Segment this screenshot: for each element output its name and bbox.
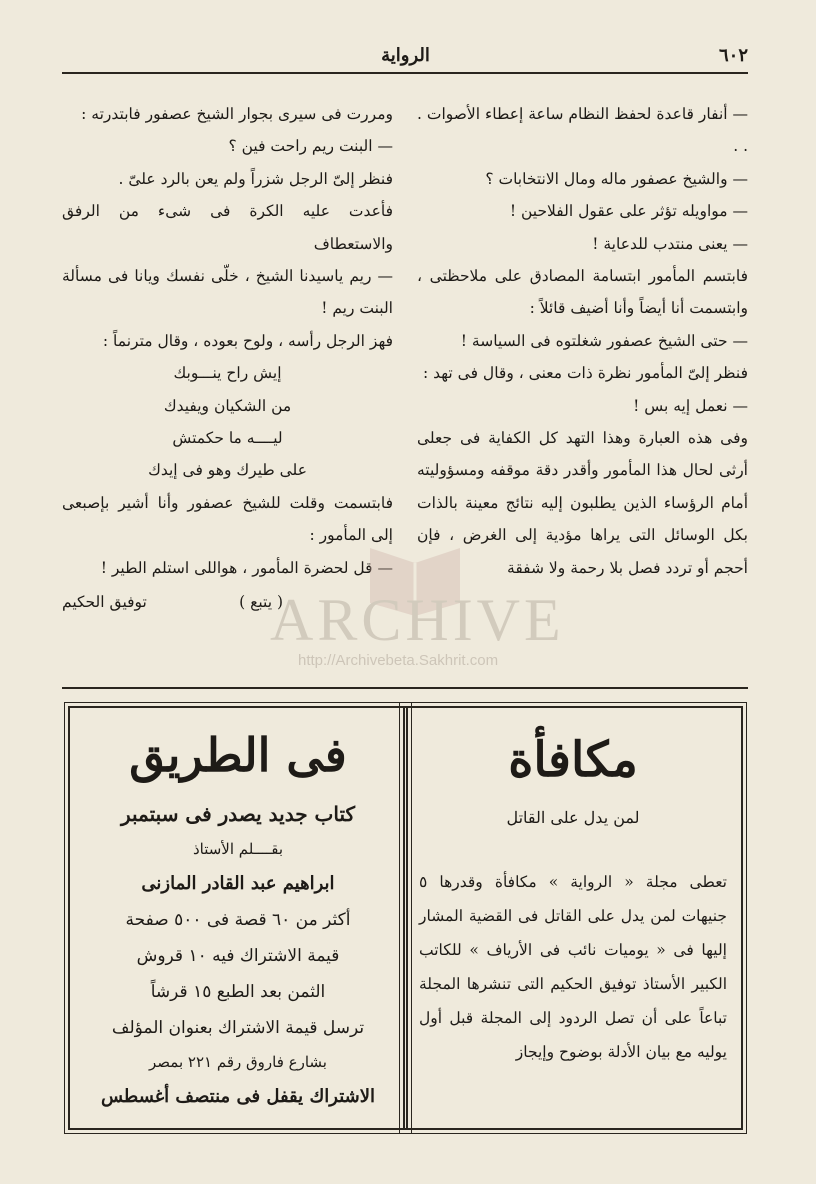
paragraph: وفى هذه العبارة وهذا التهد كل الكفاية فى جعلى أرثى لحال هذا المأمور وأقدر دقة موقفه ومسؤوليته أمام الرؤساء الذين يطلبون إليه نتائج معينة بالذات بكل الوسائل التى يراها مؤدية إلى الغرض ، فإن أحجم أو تردد فصل بلا رحمة ولا شفقة (417, 429, 748, 577)
book-ad-author: ابراهيم عبد القادر المازنى (141, 873, 335, 895)
paragraph: — حتى الشيخ عصفور شغلتوه فى السياسة ! (460, 331, 748, 350)
paragraph: فابتسمت وقلت للشيخ عصفور وأنا أشير بإصبعى إلى المأمور : (62, 493, 393, 545)
watermark-url: http://Archivebeta.Sakhrit.com (298, 652, 499, 669)
paragraph: — والشيخ عصفور ماله ومال الانتخابات ؟ (485, 169, 748, 188)
paragraph: — ريم ياسيدنا الشيخ ، خلّى نفسك ويانا فى مسألة البنت ريم ! (62, 267, 393, 318)
paragraph: فابتسم المأمور ابتسامة المصادق على ملاحظتى ، وابتسمت أنا أيضاً وأنا أضيف قائلاً : (417, 267, 748, 318)
page-number: ٦٠٢ (718, 44, 748, 66)
section-divider (62, 687, 748, 689)
paragraph: — البنت ريم راحت فين ؟ (228, 137, 393, 156)
paragraph: فأعدت عليه الكرة فى شىء من الرفق والاستعطاف (62, 202, 393, 253)
magazine-name: الرواية (381, 44, 430, 66)
reward-subtitle: لمن يدل على القاتل (506, 807, 640, 827)
verse-line: ليــــه ما حكمتش (172, 429, 283, 448)
paragraph: — مواويله تؤثر على عقول الفلاحين ! (509, 202, 748, 221)
paragraph: — يعنى منتدب للدعاية ! (592, 234, 748, 253)
reward-title: مكافأة (508, 732, 638, 788)
book-ad-line: الاشتراك يقفل فى منتصف أغسطس (100, 1086, 375, 1108)
verse-line: على طيرك وهو فى إيدك (148, 461, 307, 480)
book-ad-line: قيمة الاشتراك فيه ١٠ قروش (136, 946, 340, 967)
signature-row (62, 586, 393, 618)
book-ad-line: كتاب جديد يصدر فى سبتمبر (120, 802, 355, 827)
verse-line: إيش راح ينـــوبك (173, 364, 282, 383)
right-column (417, 98, 748, 696)
paragraph: ومررت فى سيرى بجوار الشيخ عصفور فابتدرته : (81, 105, 393, 123)
book-ad-line: بقــــلم الأستاذ (192, 840, 284, 859)
book-ad-line: الثمن بعد الطبع ١٥ قرشاً (150, 982, 326, 1003)
author-signature: توفيق الحكيم (62, 593, 147, 612)
verse-line: من الشكيان ويفيدك (163, 396, 292, 415)
continued-note: ( يتبع ) (239, 593, 283, 612)
reward-body (419, 865, 727, 1069)
paragraph: — نعمل إيه بس ! (633, 396, 748, 415)
reward-notice (403, 706, 743, 1130)
left-column (62, 98, 393, 696)
book-ad-line: بشارع فاروق رقم ٢٢١ بمصر (149, 1053, 327, 1072)
paragraph: فنظر إلىّ المأمور نظرة ذات معنى ، وقال فى تهد : (423, 364, 748, 383)
paragraph: فنظر إلىّ الرجل شزراً ولم يعن بالرد علىّ . (118, 169, 393, 188)
page-header (62, 38, 748, 74)
book-advertisement (68, 706, 408, 1130)
paragraph: فهز الرجل رأسه ، ولوح بعوده ، وقال مترنماً : (102, 331, 393, 350)
book-ad-line: أكثر من ٦٠ قصة فى ٥٠٠ صفحة (125, 910, 351, 931)
book-ad-line: ترسل قيمة الاشتراك بعنوان المؤلف (111, 1018, 365, 1039)
reward-text: تعطى مجلة « الرواية » مكافأة وقدرها ٥ جنيهات لمن يدل على القاتل فى القضية المشار إليها فى « يوميات نائب فى الأرياف » للكاتب الكبير الأستاذ توفيق الحكيم التى تنشرها المجلة تباعاً على أن تصل الردود إلى المجلة قبل أول يوليه مع بيان الأدلة بوضوح وإيجاز (419, 872, 727, 1061)
paragraph: — قل لحضرة المأمور ، هواللى استلم الطير ! (100, 558, 393, 577)
watermark-text: ARCHIVE (270, 587, 565, 653)
article-columns (62, 98, 748, 696)
book-ad-title: فى الطريق (129, 728, 347, 782)
poem-verses (62, 357, 393, 487)
paragraph: — أنفار قاعدة لحفظ النظام ساعة إعطاء الأصوات . . . (417, 105, 748, 156)
